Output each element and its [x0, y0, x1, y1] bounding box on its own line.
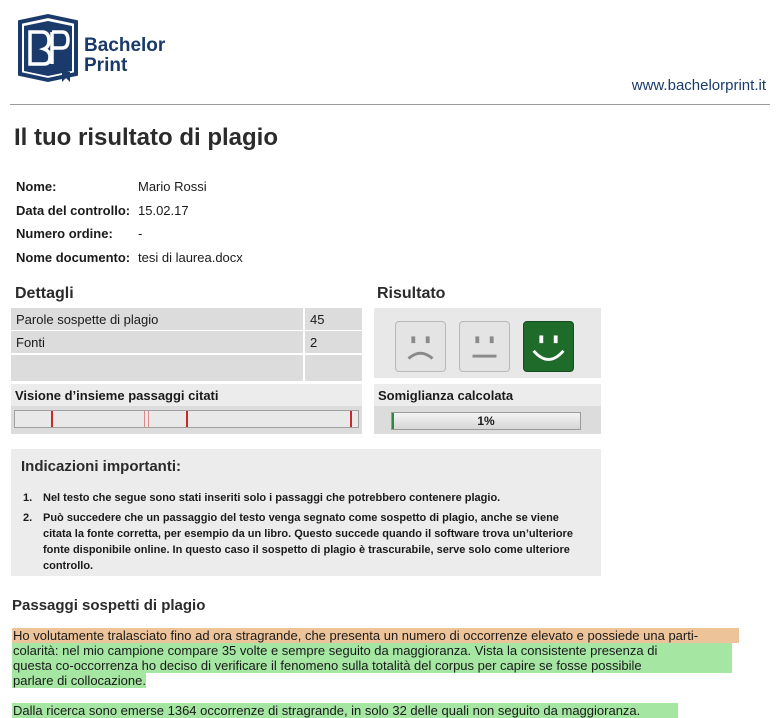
order-label: Numero ordine: [16, 226, 113, 242]
details-row-label [11, 355, 303, 381]
list-item [23, 490, 588, 506]
citation-marker [144, 411, 145, 427]
highlight-green-line: parlare di collocazione. [13, 673, 146, 688]
highlight-orange-line: Ho volutamente tralasciato fino ad ora stragrande, che presenta un numero di occorrenze elevato e possiede una parti- [12, 628, 739, 643]
happy-face-icon [523, 321, 574, 372]
name-value: Mario Rossi [138, 179, 207, 195]
header-divider [10, 104, 770, 105]
similarity-value: 1% [477, 414, 495, 428]
neutral-face-icon [459, 321, 510, 372]
list-item [23, 510, 588, 574]
info-row-document [16, 246, 243, 270]
similarity-progress-bar [391, 412, 581, 430]
logo-line-2: Print [84, 55, 128, 76]
details-row-value: 2 [305, 331, 362, 353]
logo-wordmark [84, 36, 165, 76]
similarity-label: Somiglianza calcolata [374, 384, 601, 406]
info-row-date [16, 199, 243, 223]
page-title: Il tuo risultato di plagio [14, 124, 278, 151]
list-item-number: 2. [23, 512, 33, 524]
important-heading: Indicazioni importanti: [21, 458, 181, 475]
book-logo-icon [18, 16, 78, 82]
citation-marker [350, 411, 352, 427]
similarity-progress-fill [392, 413, 394, 429]
details-row-label: Parole sospette di plagio [11, 308, 303, 330]
page-header [0, 0, 780, 104]
citations-overview-panel [11, 406, 362, 434]
suspicious-passages-text [12, 628, 739, 718]
important-list [23, 490, 588, 578]
citations-overview-track [14, 410, 359, 428]
info-row-order [16, 222, 243, 246]
order-value: - [138, 226, 143, 242]
highlight-green-line: questa co-occorrenza ho deciso di verificare il fenomeno sulla totalità del corpus per capire se fosse possibile [12, 658, 732, 673]
date-value: 15.02.17 [138, 202, 189, 218]
details-row-value: 45 [305, 308, 362, 330]
citation-marker [51, 411, 53, 427]
details-row [11, 331, 362, 353]
highlight-green-line: colarità: nel mio campione compare 35 volte e sempre seguito da maggioranza. Vista la consistente presenza di [12, 643, 732, 658]
details-row [11, 355, 362, 381]
name-label: Nome: [16, 179, 57, 195]
details-row [11, 308, 362, 330]
document-value: tesi di laurea.docx [138, 249, 243, 265]
details-row-label: Fonti [11, 331, 303, 353]
document-label: Nome documento: [16, 249, 131, 265]
logo-line-1: Bachelor [84, 35, 166, 56]
citations-overview-label: Visione d’insieme passaggi citati [11, 384, 362, 406]
citation-marker [186, 411, 188, 427]
sad-face-icon [395, 321, 446, 372]
highlight-green-line: Dalla ricerca sono emerse 1364 occorrenze di stragrande, in solo 32 delle quali non seguito da maggioranza. [12, 703, 678, 718]
list-item-number: 1. [23, 492, 33, 504]
details-row-value [305, 355, 362, 381]
list-item-text: Può succedere che un passaggio del testo venga segnato come sospetto di plagio, anche se viene citata la fonte corretta, per esempio da un libro. Questo succede quando il software trova un’ulteriore fonte disponibile online. In questo caso il sospetto di plagio è trascurabile, serve solo come ulteriore controllo. [43, 512, 573, 572]
result-heading: Risultato [377, 285, 446, 302]
details-heading: Dettagli [15, 285, 74, 302]
list-item-text: Nel testo che segue sono stati inseriti solo i passaggi che potrebbero contenere plagio. [43, 492, 501, 504]
result-faces-panel [374, 308, 601, 378]
suspicious-passages-heading: Passaggi sospetti di plagio [12, 597, 206, 614]
date-label: Data del controllo: [16, 202, 131, 218]
important-notes [11, 449, 601, 576]
info-row-name [16, 175, 243, 199]
website-link[interactable]: www.bachelorprint.it [631, 77, 766, 94]
citation-marker [148, 411, 149, 427]
document-info [16, 175, 243, 269]
